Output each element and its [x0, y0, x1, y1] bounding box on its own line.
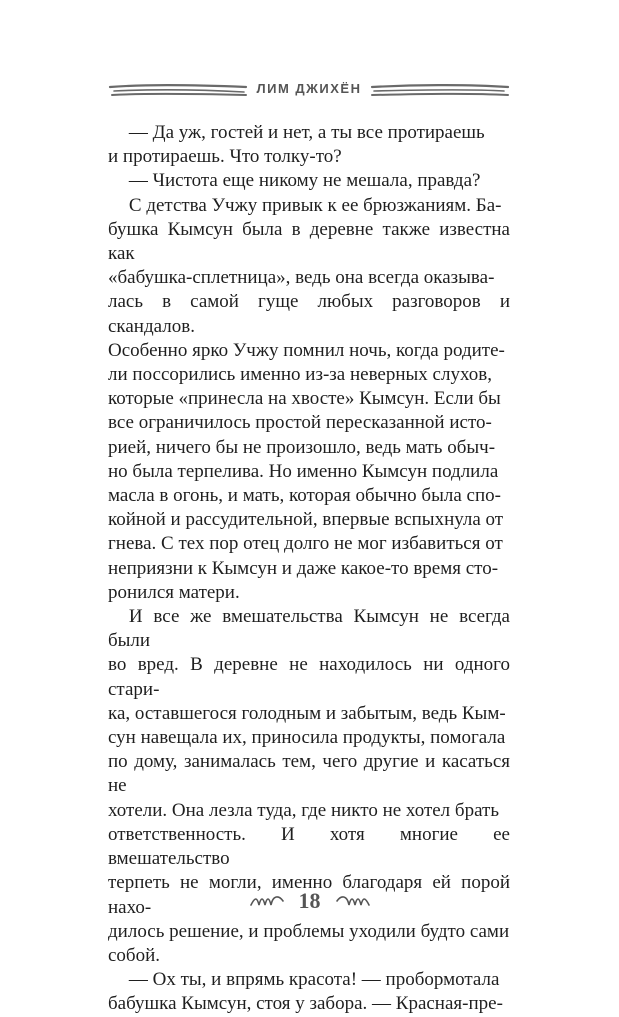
paragraph: — Ох ты, и впрямь красота! — пробормотала бабушка Кымсун, стоя у забора. — Красная-пре-: [108, 969, 503, 1015]
running-header: [108, 76, 510, 106]
body-text: [108, 121, 510, 1017]
scribble-right-icon: [335, 891, 371, 911]
page-footer: [0, 888, 619, 918]
paragraph: — Чистота еще никому не мешала, правда?: [128, 170, 481, 192]
page-number: 18: [298, 888, 321, 913]
paragraph: С детства Учжу привык к ее брюзжаниям. Ба- бушка Кымсун была в деревне также известна как «бабушка-сплетница», ведь она всегда оказыва- лась в самой гуще любых разговоров и скандалов. Особенно ярко Учжу помнил ночь, когда родите- ли поссорились именно из-за неверных слухов, которые «принесла на хвосте» Кымсун. Если бы все ограничилось простой пересказанной исто- рией, ничего бы не произошло, ведь мать обыч- но была терпелива. Но именно Кымсун подлила масла в огонь, и мать, которая обычно была спо- койной и рассудительной, впервые вспыхнула от гнева. С тех пор отец долго не мог избавиться от неприязни к Кымсун и даже какое-то время сто- ронился матери.: [108, 194, 510, 603]
brush-lines-right-icon: [370, 79, 510, 103]
paragraph: — Да уж, гостей и нет, а ты все протираешь и протираешь. Что толку-то?: [108, 122, 485, 168]
paragraph: И все же вмешательства Кымсун не всегда были во вред. В деревне не находилось ни одного стари- ка, оставшегося голодным и забытым, ведь Кым- сун навещала их, приносила продукты, помогала по дому, занималась тем, чего другие и касаться не хотели. Она лезла туда, где никто не хотел брать ответственность. И хотя многие ее вмешательство терпеть не могли, именно благодаря ей порой нахо- дилось решение, и проблемы уходили будто сами собой.: [108, 606, 510, 966]
running-head-title: ЛИМ ДЖИХЁН: [256, 81, 362, 96]
scribble-left-icon: [249, 891, 285, 911]
